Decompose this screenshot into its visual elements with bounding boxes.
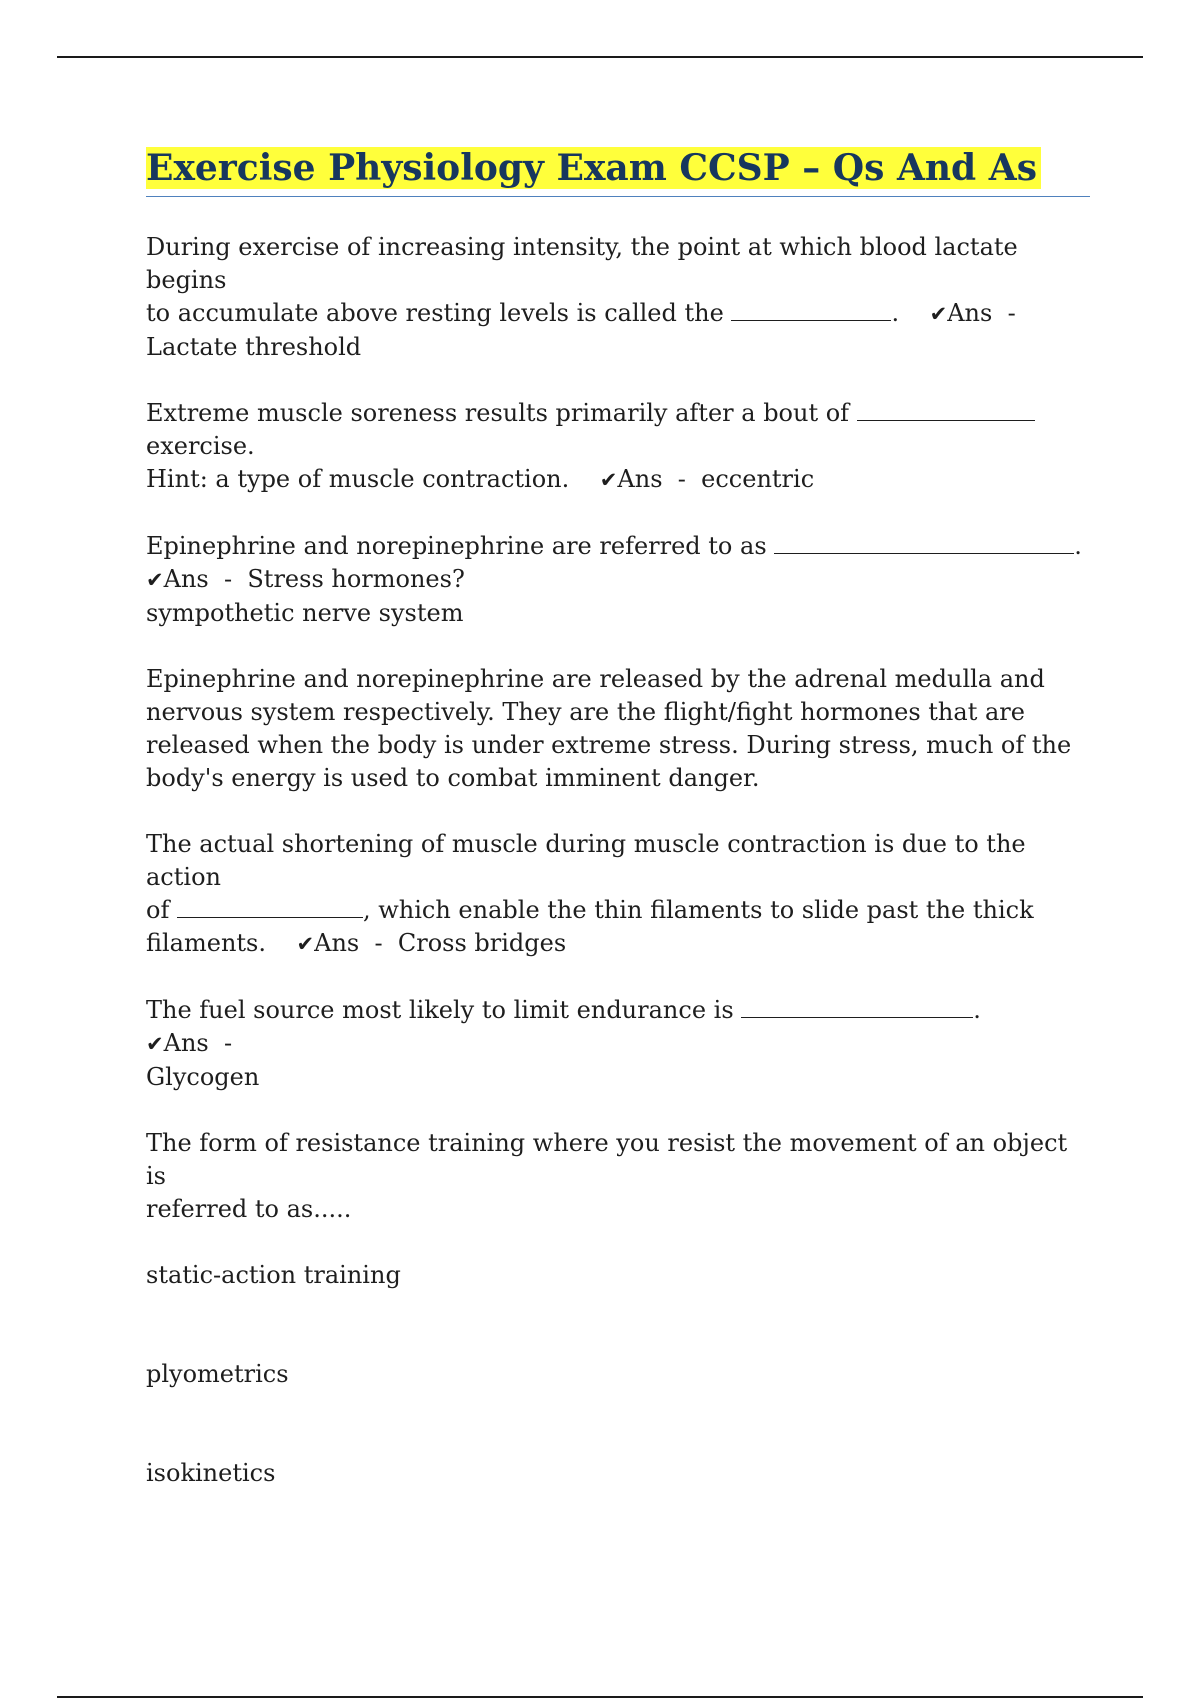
q6-line-1: The form of resistance training where you resist the movement of an object is xyxy=(146,1129,1075,1190)
q2-answer-marker xyxy=(600,465,701,493)
q4-line-2 xyxy=(146,894,1090,927)
question-6 xyxy=(146,1127,1090,1226)
question-1 xyxy=(146,231,1090,364)
q3-explanation-line-4: body's energy is used to combat imminent danger. xyxy=(146,764,760,792)
q1-line-2-text: to accumulate above resting levels is called the xyxy=(146,299,732,327)
q4-line-3-text: filaments. xyxy=(146,929,266,957)
q6-option-2: plyometrics xyxy=(146,1360,289,1388)
q3-explanation-line-1: Epinephrine and norepinephrine are released by the adrenal medulla and xyxy=(146,665,1045,693)
q5-answer-blank xyxy=(741,995,973,1018)
q4-line-2-end: , which enable the thin filaments to slide past the thick xyxy=(362,896,1034,924)
ans-separator: - xyxy=(1007,299,1016,327)
ans-separator: - xyxy=(677,465,686,493)
q6-option-3: isokinetics xyxy=(146,1459,276,1487)
q3-answer-line xyxy=(146,563,1090,597)
title-block xyxy=(146,146,1090,197)
question-3 xyxy=(146,530,1090,630)
question-5 xyxy=(146,994,1090,1094)
q1-line-2 xyxy=(146,297,1090,331)
q5-answer: Glycogen xyxy=(146,1063,260,1091)
q6-line-2: referred to as..... xyxy=(146,1195,352,1223)
q2-line-1 xyxy=(146,397,1090,430)
ans-separator: - xyxy=(223,1029,233,1057)
q1-answer-marker xyxy=(930,299,1016,327)
ans-label: Ans xyxy=(617,465,663,493)
q4-line-1: The actual shortening of muscle during muscle contraction is due to the action xyxy=(146,830,1034,891)
check-icon: ✔ xyxy=(929,302,948,326)
q1-line-2-end: . xyxy=(891,299,900,327)
q2-hint: Hint: a type of muscle contraction. xyxy=(146,465,570,493)
q3-explanation xyxy=(146,663,1090,795)
q4-answer-marker xyxy=(297,929,398,957)
q2-answer: eccentric xyxy=(701,465,815,493)
q3-answer-blank xyxy=(774,531,1074,554)
ans-label: Ans xyxy=(314,929,360,957)
q3-explanation-line-2: nervous system respectively. They are the flight/fight hormones that are xyxy=(146,698,1025,726)
check-icon: ✔ xyxy=(146,568,164,592)
q2-line-1-text: Extreme muscle soreness results primarily after a bout of xyxy=(146,399,857,427)
ans-label: Ans xyxy=(163,1029,209,1057)
q3-explanation-line-3: released when the body is under extreme stress. During stress, much of the xyxy=(146,731,1072,759)
q1-answer: Lactate threshold xyxy=(146,333,362,361)
ans-label: Ans xyxy=(163,565,209,593)
q4-answer: Cross bridges xyxy=(397,929,567,957)
q3-answer: Stress hormones? xyxy=(247,565,465,593)
ans-separator: - xyxy=(223,565,233,593)
check-icon: ✔ xyxy=(599,468,618,492)
q2-hint-line xyxy=(146,463,1090,497)
q6-option-1: static-action training xyxy=(146,1261,401,1289)
q3-line-1-end: . xyxy=(1074,532,1082,560)
q1-line-1: During exercise of increasing intensity, the point at which blood lactate begins xyxy=(146,233,1026,294)
q3-line-1 xyxy=(146,530,1090,563)
q5-line-1-text: The fuel source most likely to limit endurance is xyxy=(146,996,742,1024)
ans-label: Ans xyxy=(947,299,993,327)
check-icon: ✔ xyxy=(296,932,315,956)
bottom-border-rule xyxy=(57,1696,1143,1698)
q2-line-2: exercise. xyxy=(146,432,255,460)
question-4 xyxy=(146,828,1090,961)
q4-line-2-start: of xyxy=(146,896,177,924)
q3-answer-line-2: sympothetic nerve system xyxy=(146,599,464,627)
check-icon: ✔ xyxy=(146,1032,164,1056)
q5-line-1 xyxy=(146,994,1090,1061)
q4-line-3 xyxy=(146,927,1090,961)
question-2 xyxy=(146,397,1090,497)
q5-line-1-end: . xyxy=(973,996,981,1024)
q2-answer-blank xyxy=(857,398,1035,421)
q3-line-1-text: Epinephrine and norepinephrine are referred to as xyxy=(146,532,775,560)
document-body xyxy=(146,146,1090,1556)
q3-answer-marker xyxy=(146,565,247,593)
q4-answer-blank xyxy=(177,895,363,918)
q1-answer-blank xyxy=(731,298,891,321)
top-border-rule xyxy=(57,56,1143,58)
ans-separator: - xyxy=(374,929,383,957)
document-title: Exercise Physiology Exam CCSP – Qs And As xyxy=(146,147,1041,189)
q5-answer-marker xyxy=(146,1029,232,1057)
